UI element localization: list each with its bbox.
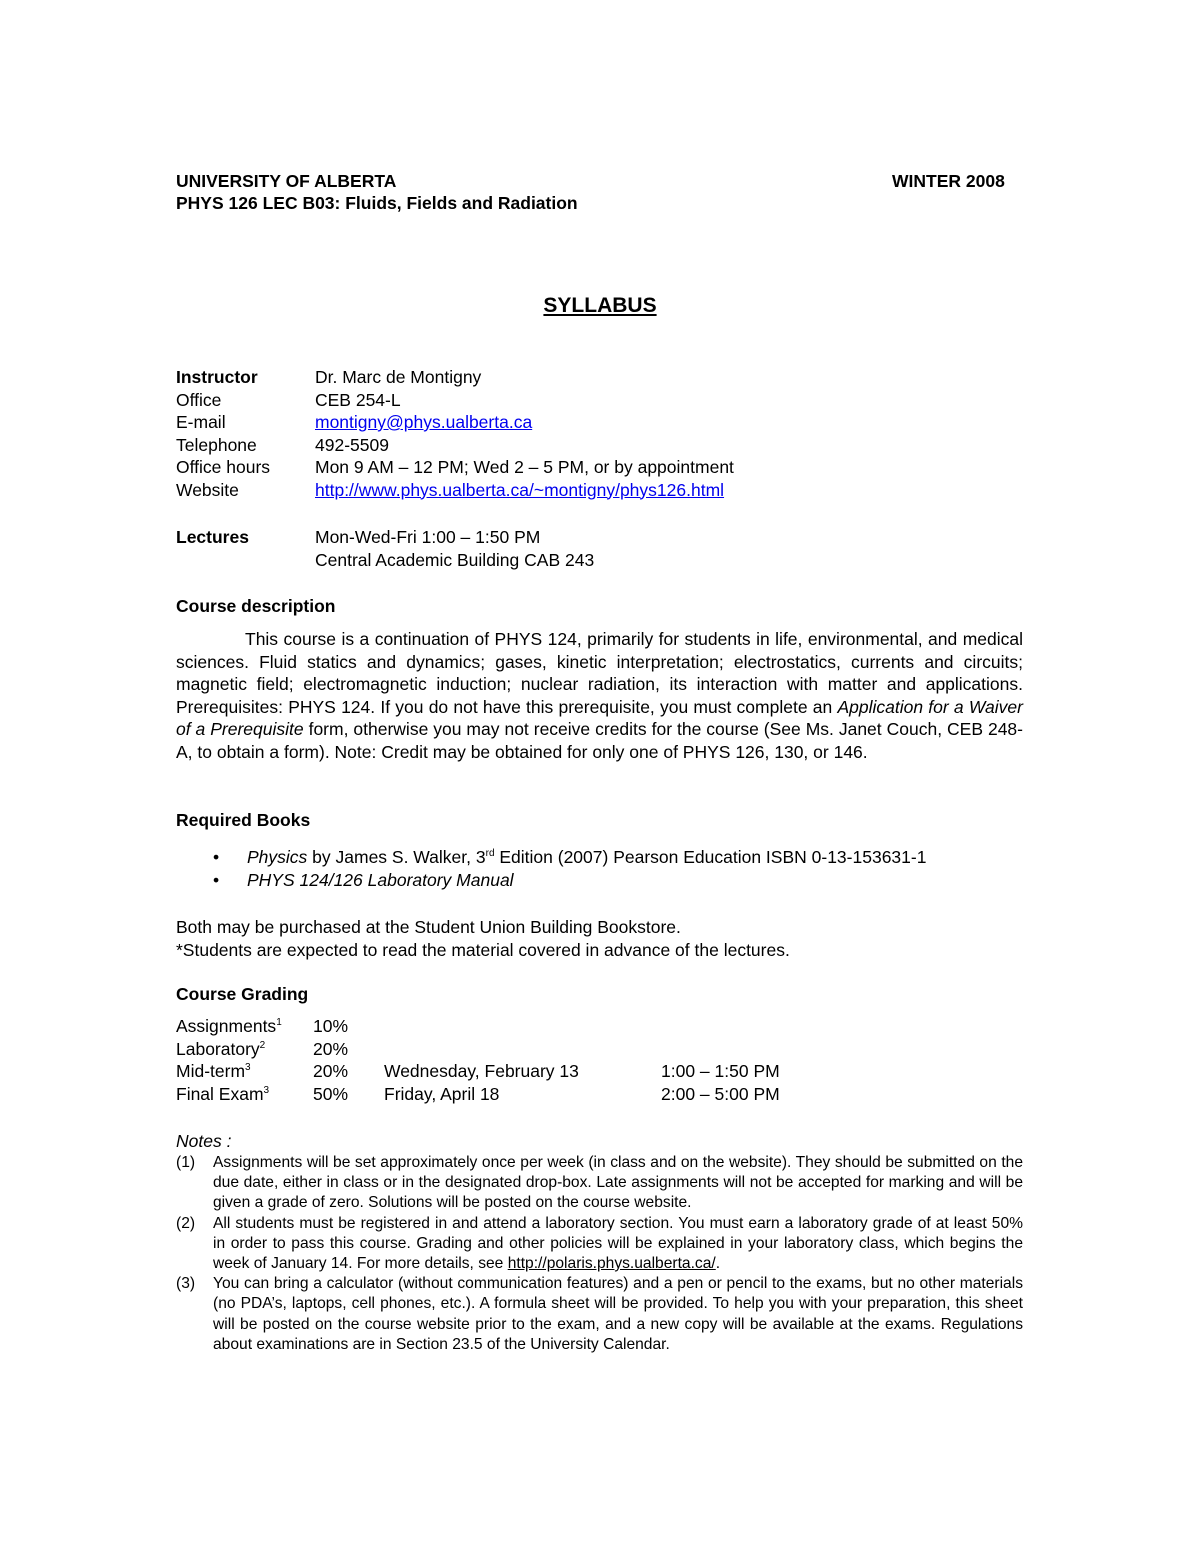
university-name: UNIVERSITY OF ALBERTA bbox=[176, 171, 397, 191]
office-value: CEB 254-L bbox=[315, 389, 401, 410]
list-item: (3) You can bring a calculator (without communication features) and a pen or pencil to the exams, but no other materials (no PDA’s, laptops, cell phones, etc.). A formula sheet will be provided. To help you with your preparation, this sheet will be posted on the course website prior to the exam, and a new copy will be available at the exams. Regulations about examinations are in Section 23.5 of the University Calendar. bbox=[176, 1275, 1023, 1353]
bullet-icon: • bbox=[213, 870, 220, 890]
office-hours-value: Mon 9 AM – 12 PM; Wed 2 – 5 PM, or by appointment bbox=[315, 457, 734, 477]
website-link[interactable]: http://www.phys.ualberta.ca/~montigny/phys126.html bbox=[315, 479, 725, 500]
notes-heading: Notes : bbox=[176, 1131, 232, 1151]
term: WINTER 2008 bbox=[892, 171, 1005, 191]
course-description-text: This course is a continuation of PHYS 124, primarily for students in life, environmental, and medical sciences. Fluid statics and dynamics; gases, kinetic interpretation; electrostatics, currents and circuits; magnetic field; electromagnetic induction; nuclear radiation, its interaction with matter and applications. Prerequisites: PHYS 124. If you do not have this prerequisite, you must complete an Application for a Waiver of a Prerequisite form, otherwise you may not receive credits for the course (See Ms. Janet Couch, CEB 248-A, to obtain a form). Note: Credit may be obtained for only one of PHYS 126, 130, or 146. bbox=[176, 629, 1023, 762]
list-item: (1) Assignments will be set approximately once per week (in class and on the website). They should be submitted on the due date, either in class or in the designated drop-box. Late assignments will not be accepted for marking and will be given a grade of zero. Solutions will be posted on the course website. bbox=[176, 1154, 1023, 1212]
book-list bbox=[176, 846, 926, 892]
list-item: • PHYS 124/126 Laboratory Manual bbox=[213, 870, 514, 890]
website-label: Website bbox=[176, 479, 239, 500]
course-description-heading: Course description bbox=[176, 596, 336, 616]
table-row: Mid-term$^3$ 20% Wednesday, February 13 1:00 – 1:50 PM bbox=[176, 1061, 780, 1082]
email-link[interactable]: montigny@phys.ualberta.ca bbox=[315, 412, 533, 432]
email-label: E-mail bbox=[176, 412, 226, 432]
notes-list bbox=[176, 1153, 1023, 1355]
telephone-label: Telephone bbox=[176, 434, 257, 455]
course-grading-heading: Course Grading bbox=[176, 984, 309, 1004]
list-item: (2) All students must be registered in and attend a laboratory section. You must earn a laboratory grade of at least 50% in order to pass this course. Grading and other policies will be explained in your laboratory class, which begins the week of January 14. For more details, see http://polaris.phys.ualberta.ca/. bbox=[176, 1214, 1023, 1273]
lectures-time: Mon-Wed-Fri 1:00 – 1:50 PM bbox=[315, 527, 541, 547]
page-title: SYLLABUS bbox=[543, 294, 657, 317]
table-row: Assignments$^1$ 10% bbox=[176, 1016, 349, 1036]
office-hours-label: Office hours bbox=[176, 457, 271, 477]
course-title: PHYS 126 LEC B03: Fluids, Fields and Radiation bbox=[176, 193, 578, 213]
instructor-label: Instructor bbox=[176, 367, 258, 387]
instructor-value: Dr. Marc de Montigny bbox=[315, 367, 482, 387]
office-label: Office bbox=[176, 389, 222, 410]
table-row: Final Exam$^3$ 50% Friday, April 18 2:00 – 5:00 PM bbox=[176, 1083, 780, 1104]
purchase-note: Both may be purchased at the Student Union Building Bookstore. bbox=[176, 917, 681, 937]
reading-note: *Students are expected to read the material covered in advance of the lectures. bbox=[176, 940, 790, 960]
bullet-icon: • bbox=[213, 847, 220, 867]
lectures-label: Lectures bbox=[176, 527, 249, 547]
polaris-link[interactable]: http://polaris.phys.ualberta.ca/ bbox=[507, 1255, 716, 1273]
table-row: Laboratory$^2$ 20% bbox=[176, 1038, 349, 1059]
grading-table bbox=[176, 1016, 780, 1106]
telephone-value: 492-5509 bbox=[315, 434, 389, 455]
required-books-heading: Required Books bbox=[176, 810, 311, 830]
lectures-place: Central Academic Building CAB 243 bbox=[315, 549, 595, 570]
list-item: • Physics by James S. Walker, 3rd Edition (2007) Pearson Education ISBN 0-13-153631-1 bbox=[213, 847, 927, 867]
